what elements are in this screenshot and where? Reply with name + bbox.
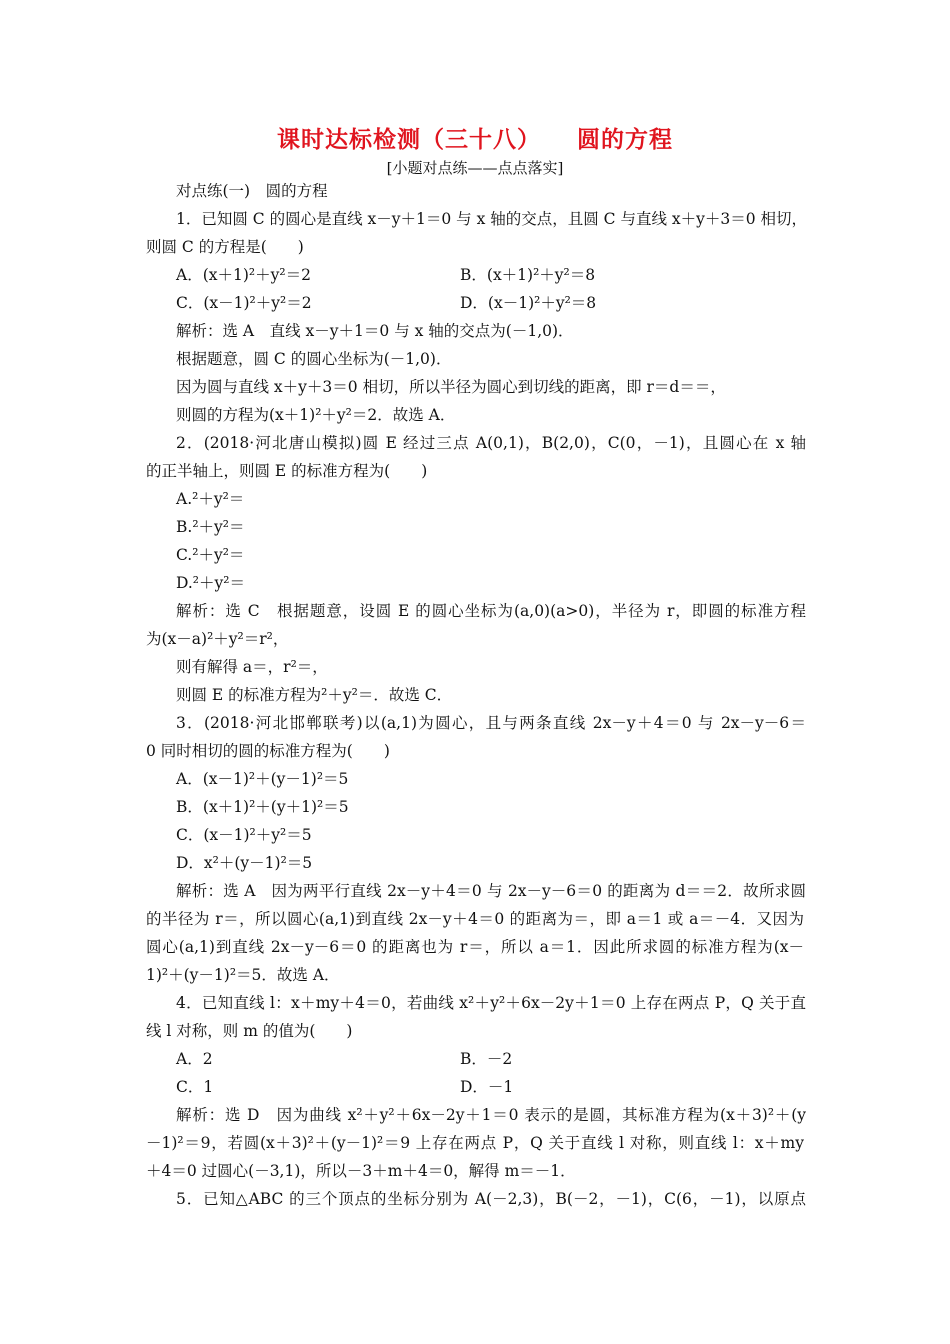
q3-solution-line-2: 的半径为 r＝，所以圆心(a,1)到直线 2x－y＋4＝0 的距离为＝，即 a＝1 或 a＝－4．又因为 xyxy=(146,910,804,928)
q1-option-d: D．(x－1)²＋y²＝8 xyxy=(460,294,597,312)
q2-solution-line-2: 为(x－a)²＋y²＝r²， xyxy=(146,630,289,648)
q3-solution-line-4: 1)²＋(y－1)²＝5．故选 A． xyxy=(146,966,340,984)
q3-solution-line-1: 解析：选 A 因为两平行直线 2x－y＋4＝0 与 2x－y－6＝0 的距离为 d＝＝2．故所求圆 xyxy=(176,882,806,900)
page-subtitle: [小题对点练——点点落实] xyxy=(386,159,564,177)
q2-stem-line-1: 2．(2018·河北唐山模拟)圆 E 经过三点 A(0,1)，B(2,0)，C(0，－1)，且圆心在 x 轴 xyxy=(176,434,806,452)
q2-solution-line-3: 则有解得 a＝，r²＝， xyxy=(176,658,328,676)
q5-stem-line-1: 5．已知△ABC 的三个顶点的坐标分别为 A(－2,3)，B(－2，－1)，C(6，－1)，以原点 xyxy=(176,1190,806,1208)
q4-option-b: B．－2 xyxy=(460,1050,513,1068)
q2-option-c: C.²＋y²＝ xyxy=(176,546,245,564)
q3-option-a: A．(x－1)²＋(y－1)²＝5 xyxy=(176,770,349,788)
q3-option-c: C．(x－1)²＋y²＝5 xyxy=(176,826,312,844)
q4-option-a: A．2 xyxy=(176,1050,213,1068)
section-heading: 对点练(一) 圆的方程 xyxy=(176,182,328,200)
q1-option-c: C．(x－1)²＋y²＝2 xyxy=(176,294,312,312)
q2-solution-line-1: 解析：选 C 根据题意，设圆 E 的圆心坐标为(a,0)(a>0)，半径为 r，即圆的标准方程 xyxy=(176,602,806,620)
q3-solution-line-3: 圆心(a,1)到直线 2x－y－6＝0 的距离也为 r＝，所以 a＝1．因此所求圆的标准方程为(x－ xyxy=(146,938,804,956)
q4-solution-line-1: 解析：选 D 因为曲线 x²＋y²＋6x－2y＋1＝0 表示的是圆，其标准方程为(x＋3)²＋(y xyxy=(176,1106,806,1124)
q4-option-d: D．－1 xyxy=(460,1078,514,1096)
q1-stem-line-2: 则圆 C 的方程是( ) xyxy=(146,238,304,256)
q2-option-a: A.²＋y²＝ xyxy=(176,490,245,508)
q1-option-a: A．(x＋1)²＋y²＝2 xyxy=(176,266,311,284)
q2-stem-line-2: 的正半轴上，则圆 E 的标准方程为( ) xyxy=(146,462,428,480)
q4-stem-line-2: 线 l 对称，则 m 的值为( ) xyxy=(146,1022,353,1040)
q3-stem-line-1: 3．(2018·河北邯郸联考)以(a,1)为圆心，且与两条直线 2x－y＋4＝0 与 2x－y－6＝ xyxy=(176,714,806,732)
q1-stem-line-1: 1．已知圆 C 的圆心是直线 x－y＋1＝0 与 x 轴的交点，且圆 C 与直线 x＋y＋3＝0 相切， xyxy=(176,210,808,228)
q2-option-b: B.²＋y²＝ xyxy=(176,518,245,536)
q2-solution-line-4: 则圆 E 的标准方程为²＋y²＝．故选 C． xyxy=(176,686,453,704)
q4-stem-line-1: 4．已知直线 l：x＋my＋4＝0，若曲线 x²＋y²＋6x－2y＋1＝0 上存在两点 P，Q 关于直 xyxy=(176,994,806,1012)
q1-option-b: B．(x＋1)²＋y²＝8 xyxy=(460,266,596,284)
q3-option-d: D．x²＋(y－1)²＝5 xyxy=(176,854,313,872)
q4-option-c: C．1 xyxy=(176,1078,214,1096)
q3-option-b: B．(x＋1)²＋(y＋1)²＝5 xyxy=(176,798,349,816)
q1-solution-line-2: 根据题意，圆 C 的圆心坐标为(－1,0)． xyxy=(176,350,452,368)
page-title: 课时达标检测（三十八） 圆的方程 xyxy=(276,127,674,153)
q4-solution-line-2: －1)²＝9，若圆(x＋3)²＋(y－1)²＝9 上存在两点 P，Q 关于直线 l 对称，则直线 l：x＋my xyxy=(146,1134,804,1152)
q1-solution-line-4: 则圆的方程为(x＋1)²＋y²＝2．故选 A． xyxy=(176,406,456,424)
q1-solution-line-3: 因为圆与直线 x＋y＋3＝0 相切，所以半径为圆心到切线的距离，即 r＝d＝＝， xyxy=(176,378,726,396)
q2-option-d: D.²＋y²＝ xyxy=(176,574,245,592)
q4-solution-line-3: ＋4＝0 过圆心(－3,1)，所以－3＋m＋4＝0，解得 m＝－1． xyxy=(146,1162,576,1180)
q3-stem-line-2: 0 同时相切的圆的标准方程为( ) xyxy=(146,742,390,760)
q1-solution-line-1: 解析：选 A 直线 x－y＋1＝0 与 x 轴的交点为(－1,0)． xyxy=(176,322,574,340)
